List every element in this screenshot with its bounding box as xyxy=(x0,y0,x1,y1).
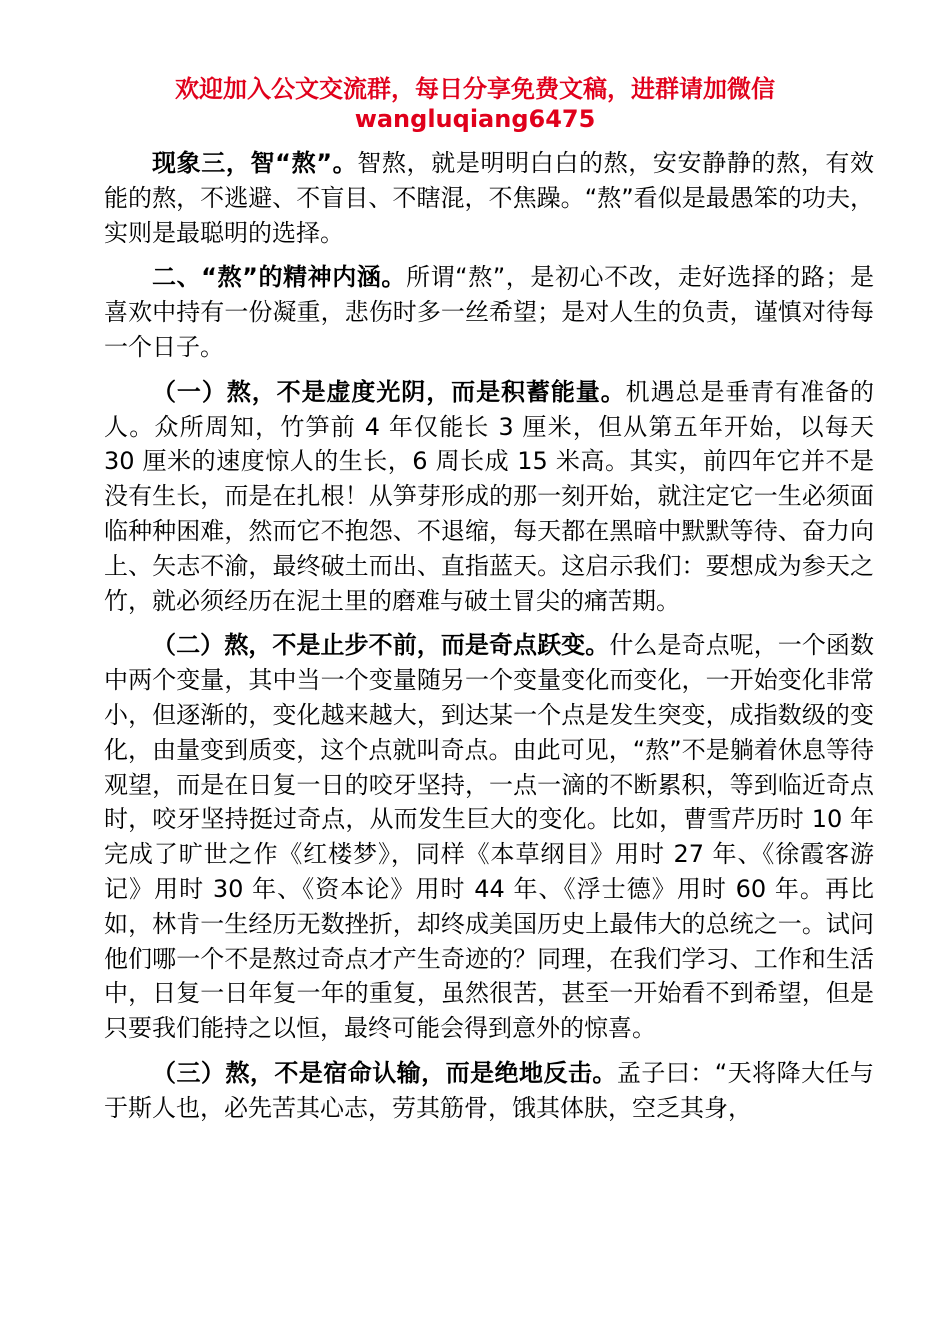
paragraph-phenomenon-three xyxy=(104,146,874,250)
paragraph-subsection-one xyxy=(104,375,874,619)
paragraph-text: 机遇总是垂青有准备的人。众所周知，竹笋前 4 年仅能长 3 厘米，但从第五年开始，以每天 30 厘米的速度惊人的生长，6 周长成 15 米高。其实，前四年它并不是没有生长，而是在扎根！从笋芽形成的那一刻开始，就注定它一生必须面临种种困难，然而它不抱怨、不退缩，每天都在黑暗中默默等待、奋力向上、矢志不渝，最终破土而出、直指蓝天。这启示我们：要想成为参天之竹，就必须经历在泥土里的磨难与破土冒尖的痛苦期。 xyxy=(104,377,875,615)
paragraph-heading: （二）熬，不是止步不前，而是奇点跃变。 xyxy=(152,631,610,660)
promo-banner-wechat-id: wangluqiang6475 xyxy=(354,105,596,133)
promo-banner-line-1: 欢迎加入公文交流群，每日分享免费文稿，进群请加微信 xyxy=(175,75,775,103)
paragraph-section-two xyxy=(104,260,874,364)
document-body xyxy=(104,146,874,1136)
paragraph-heading: （一）熬，不是虚度光阴，而是积蓄能量。 xyxy=(152,377,626,406)
paragraph-text: 所谓“熬”，是初心不改，走好选择的路；是喜欢中持有一份凝重，悲伤时多一丝希望；是对人生的负责，谨慎对待每一个日子。 xyxy=(104,263,874,361)
paragraph-text: 什么是奇点呢，一个函数中两个变量，其中当一个变量随另一个变量变化而变化，一开始变化非常小，但逐渐的，变化越来越大，到达某一个点是发生突变，成指数级的变化，由量变到质变，这个点就叫奇点。由此可见，“熬”不是躺着休息等待观望，而是在日复一日的咬牙坚持，一点一滴的不断累积，等到临近奇点时，咬牙坚持挺过奇点，从而发生巨大的变化。比如，曹雪芹历时 10 年完成了旷世之作《红楼梦》，同样《本草纲目》用时 27 年、《徐霞客游记》用时 30 年、《资本论》用时 44 年、《浮士德》用时 60 年。再比如，林肯一生经历无数挫折，却终成美国历史上最伟大的总统之一。试问他们哪一个不是熬过奇点才产生奇迹的？同理，在我们学习、工作和生活中，日复一日年复一年的重复，虽然很苦，甚至一开始看不到希望，但是只要我们能持之以恒，最终可能会得到意外的惊喜。 xyxy=(104,631,875,1043)
paragraph-subsection-three xyxy=(104,1056,874,1126)
paragraph-text: 孟子曰：“天将降大任与于斯人也，必先苦其心志，劳其筋骨，饿其体肤，空乏其身， xyxy=(104,1058,875,1122)
paragraph-heading: 现象三，智“熬”。 xyxy=(152,149,358,177)
paragraph-heading: （三）熬，不是宿命认输，而是绝地反击。 xyxy=(152,1058,617,1087)
paragraph-subsection-two xyxy=(104,628,874,1046)
paragraph-text: 智熬，就是明明白白的熬，安安静静的熬，有效能的熬，不逃避、不盲目、不瞎混，不焦躁。“熬”看似是最愚笨的功夫，实则是最聪明的选择。 xyxy=(104,149,875,247)
paragraph-heading: 二、“熬”的精神内涵。 xyxy=(152,263,406,292)
